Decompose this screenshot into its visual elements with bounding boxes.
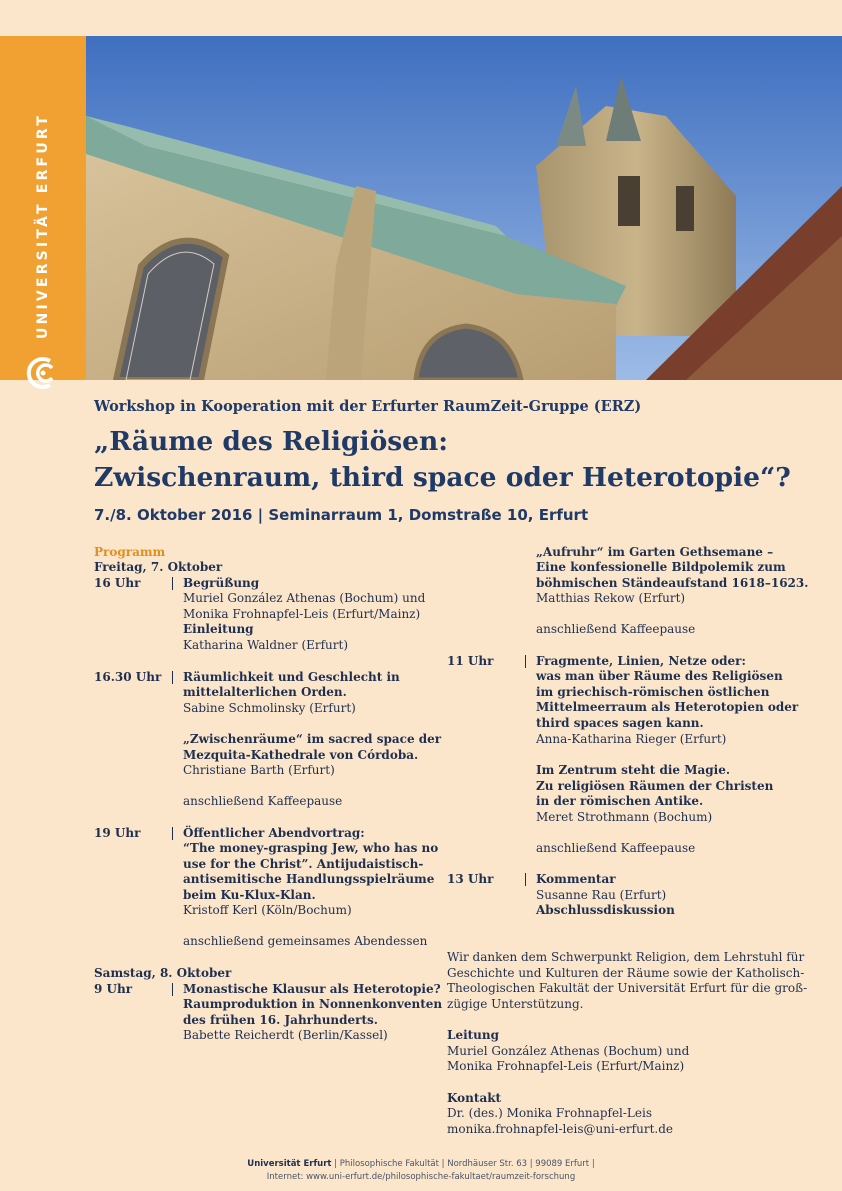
page-title (94, 424, 791, 496)
thanks-line-2: Geschichte und Kulturen der Räume sowie der Katholisch- (447, 966, 805, 980)
church-photo (86, 36, 842, 380)
session-3-line-2: “The money-grasping Jew, who has no (183, 841, 439, 855)
footer-website[interactable]: Internet: www.uni-erfurt.de/philosophische-fakultaet/raumzeit-forschung (266, 1172, 576, 1182)
title-line-2: Zwischenraum, third space oder Heterotopie“? (94, 462, 791, 493)
university-band (0, 36, 86, 380)
session-6-line-10: Meret Strothmann (Bochum) (536, 810, 713, 824)
session-6-line-6: Anna-Katharina Rieger (Erfurt) (536, 732, 727, 746)
day-1-heading: Freitag, 7. Oktober (94, 560, 223, 574)
day-2-heading: Samstag, 8. Oktober (94, 966, 232, 980)
session-3-line-5: beim Ku-Klux-Klan. (183, 888, 316, 902)
divider (525, 655, 526, 668)
session-6-line-11: anschließend Kaffeepause (536, 841, 696, 855)
session-3-line-6: Kristoff Kerl (Köln/Bochum) (183, 903, 352, 917)
session-6-line-1: Fragmente, Linien, Netze oder: (536, 654, 746, 668)
session-1-line-5: Katharina Waldner (Erfurt) (183, 638, 349, 652)
workshop-subtitle: Workshop in Kooperation mit der Erfurter RaumZeit-Gruppe (ERZ) (94, 398, 642, 415)
session-7-line-1: Kommentar (536, 872, 616, 886)
leitung-line-1: Muriel González Athenas (Bochum) und (447, 1044, 690, 1058)
session-6-line-9: in der römischen Antike. (536, 794, 704, 808)
session-1-line-4: Einleitung (183, 622, 254, 636)
session-4-line-3: des frühen 16. Jahrhunderts. (183, 1013, 378, 1027)
session-6-line-7: Im Zentrum steht die Magie. (536, 763, 731, 777)
session-1-time: 16 Uhr (94, 576, 141, 590)
session-2-line-5: Mezquita-Kathedrale von Córdoba. (183, 748, 419, 762)
session-7-line-3: Abschlussdiskussion (536, 903, 675, 917)
session-7-line-2: Susanne Rau (Erfurt) (536, 888, 667, 902)
footer-address: | Philosophische Fakultät | Nordhäuser Str. 63 | 99089 Erfurt | (331, 1159, 595, 1169)
session-3-time: 19 Uhr (94, 826, 141, 840)
session-2-line-7: anschließend Kaffeepause (183, 794, 343, 808)
session-3-line-1: Öffentlicher Abendvortrag: (183, 826, 365, 840)
session-5-line-2: Eine konfessionelle Bildpolemik zum (536, 560, 786, 574)
session-2-line-6: Christiane Barth (Erfurt) (183, 763, 335, 777)
session-1-line-2: Muriel González Athenas (Bochum) und (183, 591, 426, 605)
contact-email[interactable]: monika.frohnapfel-leis@uni-erfurt.de (447, 1122, 673, 1136)
session-6-line-2: was man über Räume des Religiösen (536, 669, 783, 683)
session-4-line-1: Monastische Klausur als Heterotopie? (183, 982, 441, 996)
session-2-line-4: „Zwischenräume“ im sacred space der (183, 732, 442, 746)
session-6-line-4: Mittelmeerraum als Heterotopien oder (536, 700, 799, 714)
session-6-line-3: im griechisch-römischen östlichen (536, 685, 770, 699)
session-2-time: 16.30 Uhr (94, 670, 162, 684)
session-5-line-5: anschließend Kaffeepause (536, 622, 696, 636)
session-2-line-1: Räumlichkeit und Geschlecht in (183, 670, 400, 684)
divider (172, 983, 173, 996)
date-location: 7./8. Oktober 2016 | Seminarraum 1, Domstraße 10, Erfurt (94, 506, 589, 524)
thanks-line-1: Wir danken dem Schwerpunkt Religion, dem Lehrstuhl für (447, 950, 805, 964)
title-line-1: „Räume des Religiösen: (94, 426, 449, 457)
session-3-line-7: anschließend gemeinsames Abendessen (183, 934, 428, 948)
session-3-line-4: antisemitische Handlungsspielräume (183, 872, 435, 886)
session-5-line-1: „Aufruhr“ im Garten Gethsemane – (536, 545, 774, 559)
leitung-line-2: Monika Frohnapfel-Leis (Erfurt/Mainz) (447, 1059, 685, 1073)
session-4-line-4: Babette Reicherdt (Berlin/Kassel) (183, 1028, 388, 1042)
program-heading: Programm (94, 545, 166, 559)
kontakt-line-1: Dr. (des.) Monika Frohnapfel-Leis (447, 1106, 653, 1120)
footer-university: Universität Erfurt (247, 1159, 332, 1169)
session-1-line-1: Begrüßung (183, 576, 260, 590)
session-6-line-8: Zu religiösen Räumen der Christen (536, 779, 774, 793)
session-3-line-3: use for the Christ”. Antijudaistisch- (183, 857, 424, 871)
session-4-line-2: Raumproduktion in Nonnenkonventen (183, 997, 443, 1011)
session-6-line-5: third spaces sagen kann. (536, 716, 704, 730)
university-name: UNIVERSITÄT ERFURT (35, 113, 51, 339)
leitung-heading: Leitung (447, 1028, 500, 1042)
divider (525, 873, 526, 886)
session-6-time: 11 Uhr (447, 654, 494, 668)
kontakt-heading: Kontakt (447, 1091, 502, 1105)
footer-line-1 (0, 1159, 842, 1169)
divider (172, 671, 173, 684)
session-5-line-3: böhmischen Ständeaufstand 1618–1623. (536, 576, 809, 590)
session-7-time: 13 Uhr (447, 872, 494, 886)
thanks-line-3: Theologischen Fakultät der Universität Erfurt für die groß- (447, 981, 808, 995)
session-2-line-3: Sabine Schmolinsky (Erfurt) (183, 701, 356, 715)
session-1-line-3: Monika Frohnapfel-Leis (Erfurt/Mainz) (183, 607, 421, 621)
session-5-line-4: Matthias Rekow (Erfurt) (536, 591, 686, 605)
session-4-time: 9 Uhr (94, 982, 133, 996)
university-logo-icon (22, 352, 64, 394)
session-2-line-2: mittelalterlichen Orden. (183, 685, 347, 699)
divider (172, 577, 173, 590)
divider (172, 827, 173, 840)
thanks-line-4: zügige Unterstützung. (447, 997, 584, 1011)
